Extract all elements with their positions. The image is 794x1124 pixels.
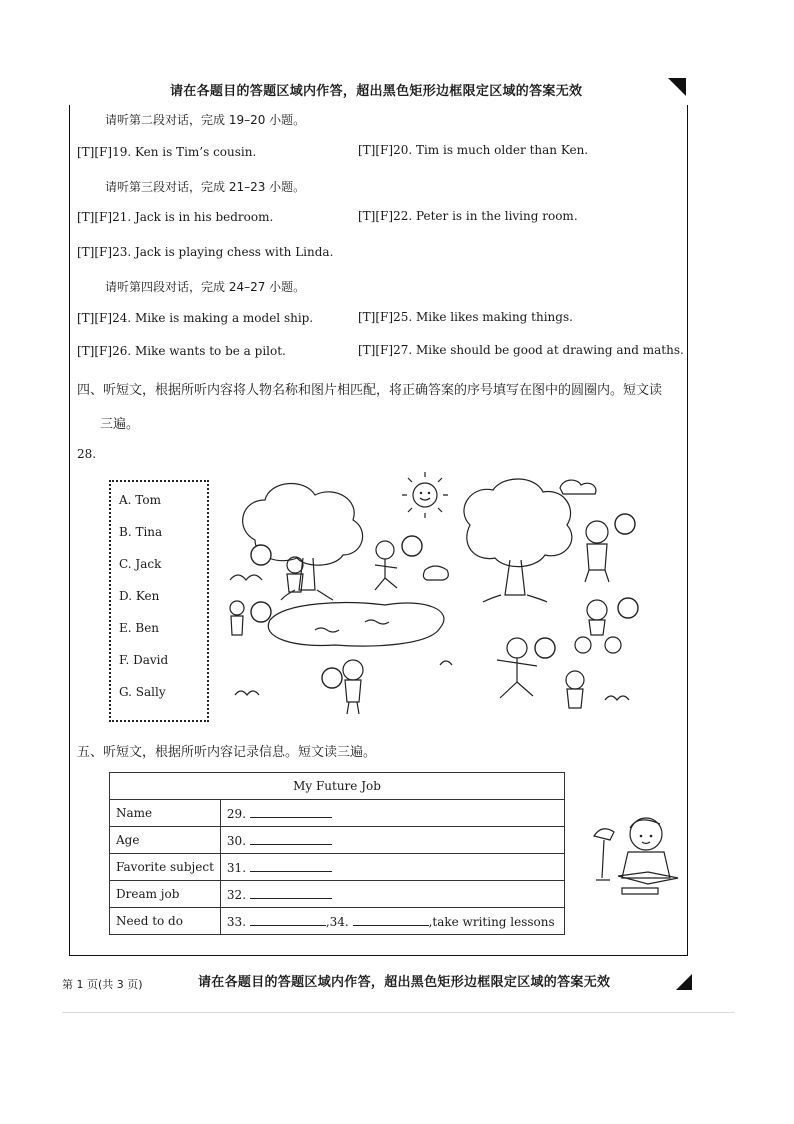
child-kung-fu bbox=[497, 638, 537, 698]
table-title: My Future Job bbox=[110, 773, 565, 800]
question-28-number: 28. bbox=[77, 447, 97, 461]
cloud-icon bbox=[560, 480, 596, 494]
answer-circle-5[interactable] bbox=[618, 598, 638, 618]
corner-marker-bottom bbox=[676, 974, 694, 992]
number-30: 30. bbox=[226, 834, 247, 848]
tree-right bbox=[464, 479, 572, 602]
section-4-title: 四、听短文，根据所听内容将人物名称和图片相匹配，将正确答案的序号填写在图中的圆圈内。短文读 bbox=[77, 383, 663, 398]
number-29: 29. bbox=[226, 807, 247, 821]
table-row bbox=[110, 881, 565, 908]
answer-circle-7[interactable] bbox=[322, 668, 342, 688]
name-options-box bbox=[109, 480, 209, 722]
child-running bbox=[375, 541, 397, 590]
answer-blank-29[interactable] bbox=[250, 805, 332, 818]
answer-circle-3[interactable] bbox=[615, 514, 635, 534]
answer-blank-34[interactable] bbox=[353, 913, 429, 926]
row-label-name: Name bbox=[110, 800, 221, 827]
item-24-text: 24. Mike is making a model ship. bbox=[112, 311, 314, 325]
answer-blank-33[interactable] bbox=[250, 913, 326, 926]
tf-mark[interactable]: [T][F] bbox=[77, 344, 113, 358]
option-a: A. Tom bbox=[119, 493, 161, 507]
table-row bbox=[110, 854, 565, 881]
number-32: 32. bbox=[226, 888, 247, 902]
dialog-3-instruction: 请听第三段对话，完成 21–23 小题。 bbox=[105, 180, 306, 194]
tf-mark[interactable]: [T][F] bbox=[77, 145, 113, 159]
row-answer-33-34[interactable] bbox=[220, 908, 564, 935]
tf-mark[interactable]: [T][F] bbox=[77, 210, 113, 224]
number-31: 31. bbox=[226, 861, 247, 875]
child-camera bbox=[585, 521, 609, 582]
tf-mark[interactable]: [T][F] bbox=[358, 343, 394, 357]
footer-notice: 请在各题目的答题区域内作答，超出黑色矩形边框限定区域的答案无效 bbox=[198, 975, 611, 990]
option-g: G. Sally bbox=[119, 685, 166, 699]
tf-mark[interactable]: [T][F] bbox=[358, 209, 394, 223]
boy-studying-illustration bbox=[588, 808, 686, 898]
answer-circle-6[interactable] bbox=[535, 638, 555, 658]
row-answer-29[interactable] bbox=[220, 800, 564, 827]
answer-circle-2[interactable] bbox=[402, 536, 422, 556]
row-label-age: Age bbox=[110, 827, 221, 854]
desk-lamp-icon bbox=[594, 829, 614, 840]
section-4-title-cont: 三遍。 bbox=[100, 417, 140, 432]
item-21[interactable] bbox=[77, 210, 273, 224]
option-c: C. Jack bbox=[119, 557, 162, 571]
need-to-do-tail: ,take writing lessons bbox=[428, 915, 555, 929]
item-26-text: 26. Mike wants to be a pilot. bbox=[112, 344, 286, 358]
answer-blank-30[interactable] bbox=[250, 832, 332, 845]
number-33: 33. bbox=[226, 915, 247, 929]
item-25[interactable] bbox=[358, 310, 573, 324]
tf-mark[interactable]: [T][F] bbox=[358, 143, 394, 157]
item-26[interactable] bbox=[77, 344, 286, 358]
dialog-2-instruction: 请听第二段对话，完成 19–20 小题。 bbox=[105, 113, 306, 127]
table-row bbox=[110, 827, 565, 854]
item-27[interactable] bbox=[358, 343, 684, 357]
option-b: B. Tina bbox=[119, 525, 163, 539]
row-answer-30[interactable] bbox=[220, 827, 564, 854]
future-job-table bbox=[109, 772, 565, 935]
tf-mark[interactable]: [T][F] bbox=[77, 245, 113, 259]
item-20[interactable] bbox=[358, 143, 588, 157]
row-answer-32[interactable] bbox=[220, 881, 564, 908]
table-title-row bbox=[110, 773, 565, 800]
item-24[interactable] bbox=[77, 311, 313, 325]
sun-icon bbox=[402, 472, 448, 518]
bushes bbox=[230, 575, 629, 700]
page-number: 第 1 页(共 3 页) bbox=[62, 978, 143, 991]
item-25-text: 25. Mike likes making things. bbox=[393, 310, 573, 324]
item-23-text: 23. Jack is playing chess with Linda. bbox=[112, 245, 334, 259]
item-19-text: 19. Ken is Tim’s cousin. bbox=[112, 145, 257, 159]
item-19[interactable] bbox=[77, 145, 256, 159]
child-cycling bbox=[575, 600, 621, 653]
child-standing-left bbox=[230, 601, 244, 635]
corner-marker-top bbox=[668, 78, 688, 98]
tf-mark[interactable]: [T][F] bbox=[77, 311, 113, 325]
answer-blank-32[interactable] bbox=[250, 886, 332, 899]
item-22-text: 22. Peter is in the living room. bbox=[393, 209, 578, 223]
row-answer-31[interactable] bbox=[220, 854, 564, 881]
item-20-text: 20. Tim is much older than Ken. bbox=[393, 143, 589, 157]
table-row bbox=[110, 800, 565, 827]
number-34: ,34. bbox=[325, 915, 349, 929]
child-reading bbox=[287, 557, 303, 592]
park-illustration bbox=[225, 470, 665, 720]
row-label-favorite-subject: Favorite subject bbox=[110, 854, 221, 881]
option-d: D. Ken bbox=[119, 589, 160, 603]
item-21-text: 21. Jack is in his bedroom. bbox=[112, 210, 274, 224]
item-22[interactable] bbox=[358, 209, 578, 223]
tf-mark[interactable]: [T][F] bbox=[358, 310, 394, 324]
answer-circle-1[interactable] bbox=[251, 545, 271, 565]
header-notice: 请在各题目的答题区域内作答，超出黑色矩形边框限定区域的答案无效 bbox=[170, 84, 583, 99]
item-23[interactable] bbox=[77, 245, 333, 259]
row-label-dream-job: Dream job bbox=[110, 881, 221, 908]
child-with-pet bbox=[566, 671, 584, 708]
answer-blank-31[interactable] bbox=[250, 859, 332, 872]
item-27-text: 27. Mike should be good at drawing and maths. bbox=[393, 343, 684, 357]
dialog-4-instruction: 请听第四段对话，完成 24–27 小题。 bbox=[105, 280, 306, 294]
section-5-title: 五、听短文，根据所听内容记录信息。短文读三遍。 bbox=[77, 745, 377, 760]
scan-edge-line bbox=[62, 1012, 734, 1013]
option-f: F. David bbox=[119, 653, 169, 667]
table-row bbox=[110, 908, 565, 935]
dog bbox=[423, 566, 448, 580]
child-holding-flowers bbox=[343, 660, 363, 714]
row-label-need-to-do: Need to do bbox=[110, 908, 221, 935]
option-e: E. Ben bbox=[119, 621, 160, 635]
answer-circle-4[interactable] bbox=[251, 602, 271, 622]
pond bbox=[268, 603, 444, 646]
